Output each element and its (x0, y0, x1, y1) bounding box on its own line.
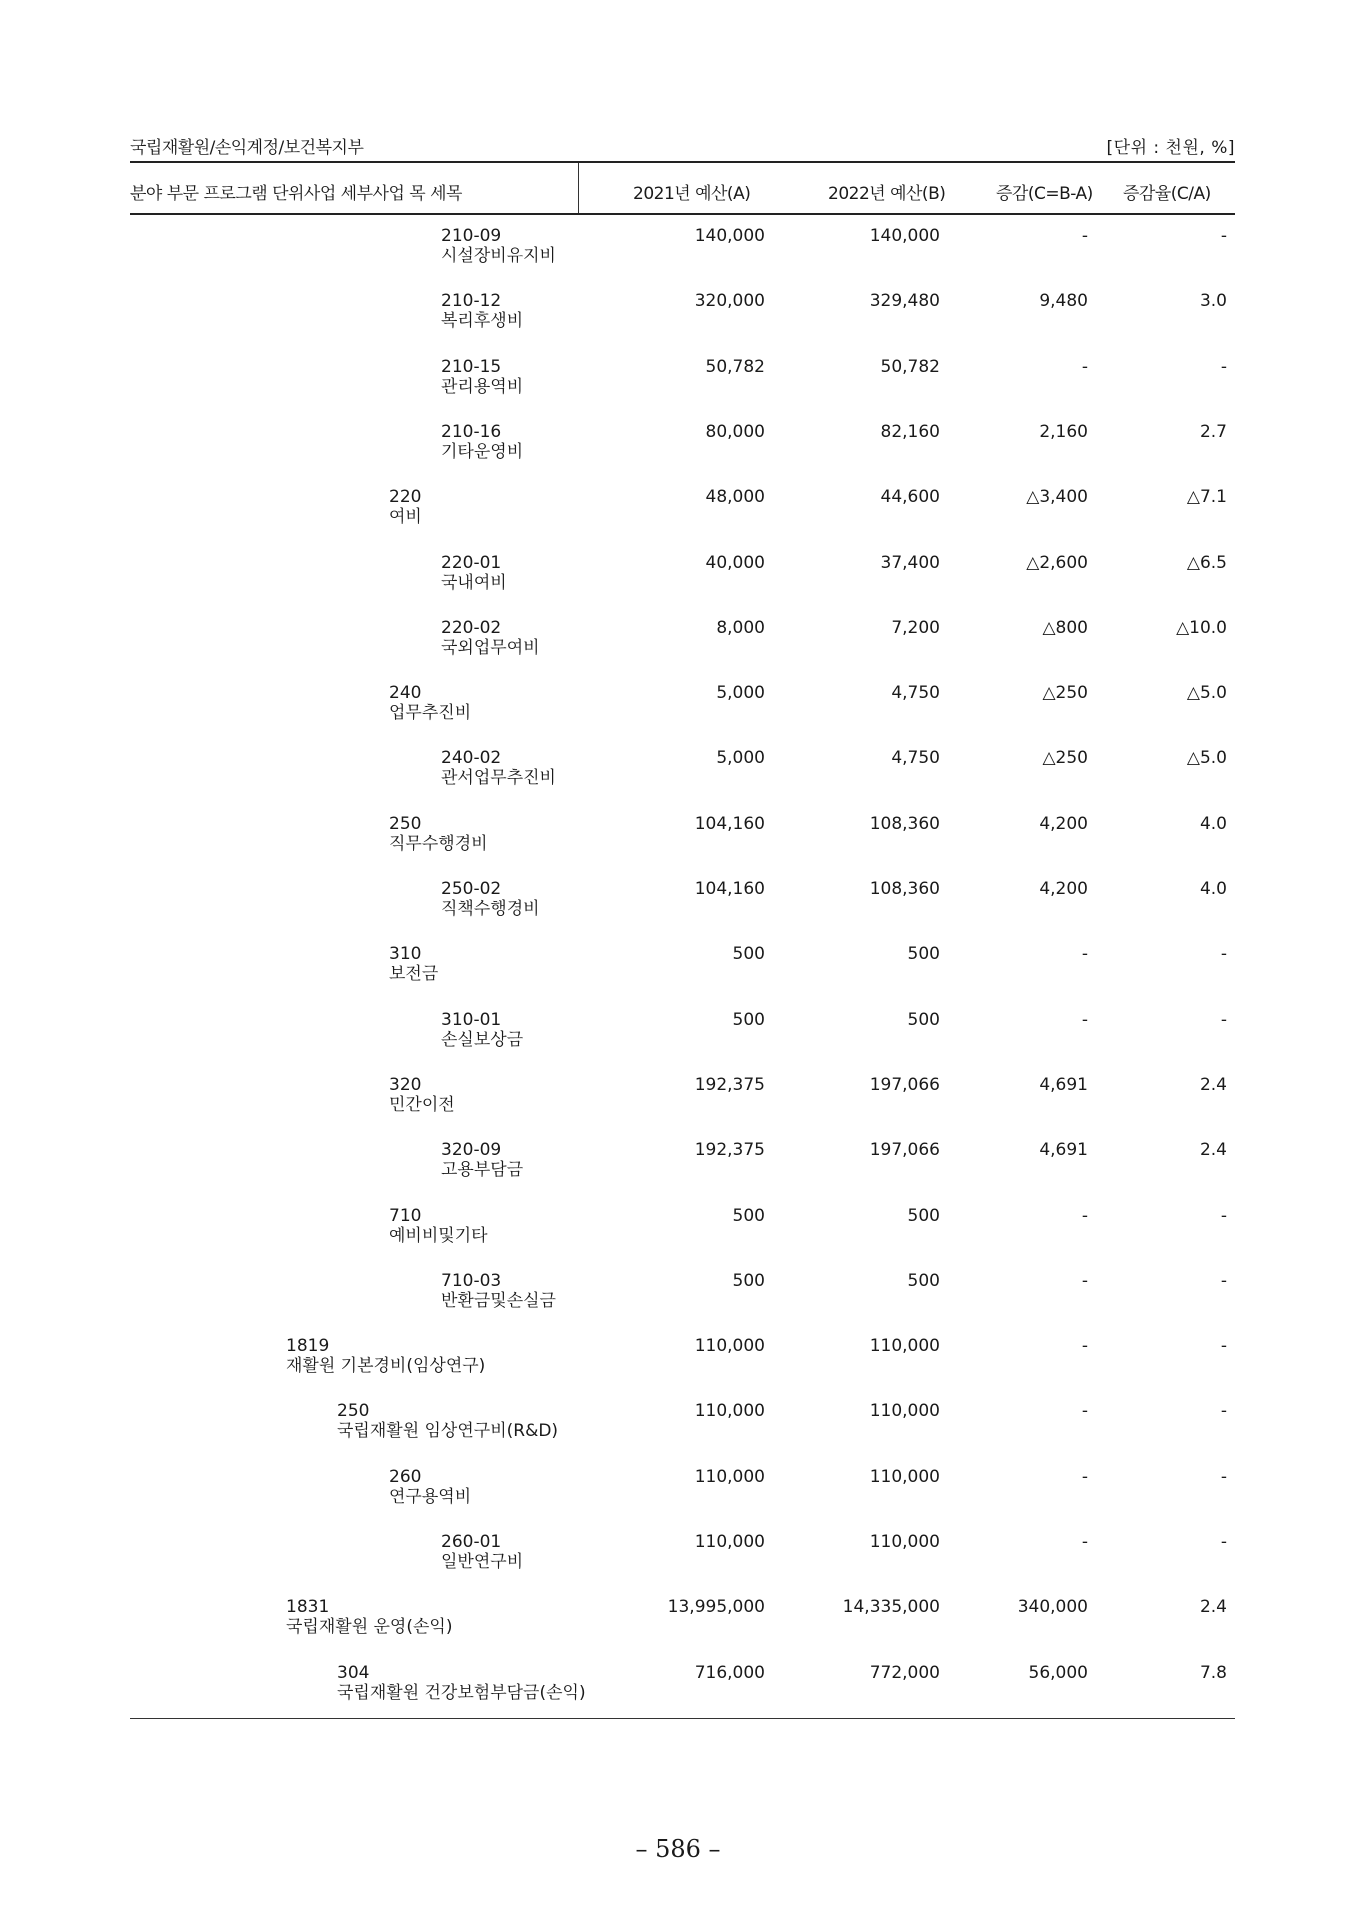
cell-budget-2022: 140,000 (869, 226, 940, 246)
cell-change-rate: - (1220, 1009, 1227, 1030)
cell-change-rate: △6.5 (1186, 552, 1227, 573)
column-divider (578, 163, 579, 213)
row-code: 210-16 (441, 421, 502, 442)
table-row (130, 944, 1235, 1000)
cell-budget-2022: 500 (907, 1009, 940, 1030)
cell-budget-2022: 7,200 (891, 617, 940, 638)
row-label (441, 1010, 523, 1050)
row-name: 복리후생비 (441, 311, 524, 332)
cell-change: △250 (1042, 683, 1088, 704)
row-name: 고용부담금 (441, 1160, 524, 1181)
row-label (286, 1336, 485, 1376)
cell-budget-2022: 50,782 (880, 356, 940, 377)
cell-change-rate: 2.4 (1199, 1597, 1227, 1618)
cell-change-rate: 4.0 (1199, 813, 1227, 834)
col-change-rate: 증감율(C/A) (1123, 184, 1211, 204)
cell-change: 9,480 (1039, 291, 1088, 312)
cell-budget-2022: 37,400 (880, 552, 940, 573)
row-name: 직책수행경비 (441, 899, 540, 919)
header-rule (130, 213, 1235, 215)
row-label (441, 1140, 523, 1180)
cell-change-rate: 2.4 (1199, 1074, 1227, 1095)
table-row (130, 1663, 1235, 1719)
cell-budget-2021: 50,782 (705, 356, 765, 377)
cell-change-rate: 4.0 (1199, 879, 1227, 899)
cell-budget-2021: 110,000 (694, 1401, 765, 1422)
cell-budget-2022: 110,000 (869, 1532, 940, 1552)
cell-change: - (1081, 1205, 1088, 1226)
cell-budget-2021: 500 (732, 1205, 765, 1226)
row-name: 국내여비 (441, 572, 507, 593)
row-label (389, 944, 438, 984)
row-code: 310 (389, 944, 422, 965)
cell-change-rate: - (1220, 226, 1227, 246)
cell-budget-2021: 8,000 (716, 617, 765, 638)
row-label (441, 291, 523, 331)
table-row (130, 1532, 1235, 1588)
row-code: 1831 (286, 1597, 330, 1618)
row-label (389, 1206, 488, 1246)
cell-change-rate: △10.0 (1176, 617, 1227, 638)
cell-budget-2021: 320,000 (694, 291, 765, 312)
cell-budget-2021: 500 (732, 944, 765, 965)
row-code: 250-02 (441, 879, 502, 899)
cell-budget-2021: 80,000 (705, 421, 765, 442)
cell-budget-2022: 4,750 (891, 683, 940, 704)
table-row (130, 1597, 1235, 1653)
row-name: 보전금 (389, 964, 439, 985)
row-code: 210-12 (441, 291, 502, 312)
bottom-rule (130, 1718, 1235, 1719)
cell-change-rate: △7.1 (1186, 487, 1227, 508)
cell-budget-2021: 140,000 (694, 226, 765, 246)
row-name: 국립재활원 운영(손익) (286, 1617, 453, 1638)
cell-change-rate: - (1220, 356, 1227, 377)
row-code: 220 (389, 487, 422, 508)
row-name: 기타운영비 (441, 441, 524, 462)
cell-budget-2021: 716,000 (694, 1662, 765, 1683)
cell-budget-2022: 110,000 (869, 1401, 940, 1422)
col-budget-2021: 2021년 예산(A) (633, 184, 751, 204)
cell-change-rate: 2.4 (1199, 1140, 1227, 1161)
cell-change-rate: △5.0 (1186, 683, 1227, 704)
row-label (441, 1532, 523, 1572)
cell-change: △250 (1042, 748, 1088, 769)
cell-change: - (1081, 944, 1088, 965)
row-code: 710-03 (441, 1270, 502, 1291)
table-row (130, 1075, 1235, 1131)
page-number: – 586 – (635, 1835, 721, 1863)
row-name: 연구용역비 (389, 1486, 472, 1507)
cell-change-rate: 2.7 (1199, 421, 1227, 442)
table-row (130, 618, 1235, 674)
cell-change: 4,200 (1039, 879, 1088, 899)
row-code: 240 (389, 683, 422, 704)
doc-header (130, 133, 1235, 157)
table-row (130, 879, 1235, 935)
table-row (130, 553, 1235, 609)
cell-change: 340,000 (1017, 1597, 1088, 1618)
table-row (130, 1206, 1235, 1262)
row-name: 국외업무여비 (441, 637, 540, 658)
cell-change: - (1081, 1532, 1088, 1552)
cell-budget-2022: 4,750 (891, 748, 940, 769)
row-label (441, 422, 523, 462)
cell-change-rate: - (1220, 1336, 1227, 1357)
table-row (130, 748, 1235, 804)
row-label (389, 683, 471, 723)
column-header (130, 163, 1235, 213)
row-label (441, 748, 556, 788)
table-row (130, 291, 1235, 347)
cell-budget-2022: 44,600 (880, 487, 940, 508)
cell-budget-2022: 197,066 (869, 1074, 940, 1095)
row-label (389, 814, 488, 854)
cell-change: △2,600 (1026, 552, 1088, 573)
table-row (130, 226, 1235, 282)
cell-budget-2022: 110,000 (869, 1336, 940, 1357)
row-code: 260-01 (441, 1532, 502, 1552)
row-name: 반환금및손실금 (441, 1290, 556, 1311)
cell-budget-2022: 197,066 (869, 1140, 940, 1161)
row-label (441, 357, 523, 397)
cell-budget-2022: 500 (907, 944, 940, 965)
row-label (337, 1401, 558, 1441)
table-row (130, 422, 1235, 478)
cell-change: 4,200 (1039, 813, 1088, 834)
cell-change: - (1081, 1270, 1088, 1291)
row-code: 304 (337, 1662, 370, 1683)
cell-change: - (1081, 1336, 1088, 1357)
cell-budget-2021: 5,000 (716, 748, 765, 769)
row-name: 업무추진비 (389, 703, 472, 724)
cell-budget-2021: 48,000 (705, 487, 765, 508)
cell-change-rate: - (1220, 1270, 1227, 1291)
row-name: 관리용역비 (441, 376, 524, 397)
row-label (389, 487, 422, 527)
col-budget-2022: 2022년 예산(B) (828, 184, 946, 204)
col-category: 분야 부문 프로그램 단위사업 세부사업 목 세목 (130, 184, 462, 204)
row-code: 1819 (286, 1336, 330, 1357)
row-label (441, 879, 540, 919)
cell-budget-2021: 110,000 (694, 1336, 765, 1357)
row-code: 320-09 (441, 1140, 502, 1161)
table-row (130, 1401, 1235, 1457)
unit-label: [단위 : 천원, %] (1106, 138, 1235, 158)
row-name: 손실보상금 (441, 1029, 524, 1050)
cell-budget-2022: 14,335,000 (842, 1597, 940, 1618)
cell-budget-2022: 500 (907, 1270, 940, 1291)
row-label (441, 553, 507, 593)
table-row (130, 487, 1235, 543)
cell-change: 4,691 (1039, 1140, 1088, 1161)
cell-budget-2021: 104,160 (694, 813, 765, 834)
cell-change: - (1081, 1401, 1088, 1422)
cell-change-rate: - (1220, 1205, 1227, 1226)
table-row (130, 1271, 1235, 1327)
cell-change: 4,691 (1039, 1074, 1088, 1095)
row-label (441, 618, 540, 658)
row-code: 240-02 (441, 748, 502, 769)
cell-change: 56,000 (1028, 1662, 1088, 1683)
row-label (389, 1467, 471, 1507)
row-label (441, 226, 556, 266)
cell-budget-2021: 192,375 (694, 1140, 765, 1161)
cell-budget-2022: 108,360 (869, 879, 940, 899)
row-code: 210-09 (441, 226, 502, 246)
cell-budget-2021: 40,000 (705, 552, 765, 573)
cell-change: △3,400 (1026, 487, 1088, 508)
cell-change: - (1081, 356, 1088, 377)
cell-budget-2021: 104,160 (694, 879, 765, 899)
row-code: 220-01 (441, 552, 502, 573)
cell-budget-2021: 192,375 (694, 1074, 765, 1095)
row-label (337, 1663, 586, 1703)
row-code: 310-01 (441, 1009, 502, 1030)
table-row (130, 683, 1235, 739)
table-row (130, 1467, 1235, 1523)
cell-budget-2022: 329,480 (869, 291, 940, 312)
row-name: 관서업무추진비 (441, 768, 556, 789)
table-row (130, 1336, 1235, 1392)
cell-change-rate: - (1220, 1401, 1227, 1422)
doc-title: 국립재활원/손익계정/보건복지부 (130, 138, 364, 158)
row-name: 예비비및기타 (389, 1225, 488, 1246)
cell-change: - (1081, 226, 1088, 246)
row-label (286, 1597, 452, 1637)
row-name: 국립재활원 건강보험부담금(손익) (337, 1682, 586, 1703)
cell-change-rate: 3.0 (1199, 291, 1227, 312)
cell-budget-2021: 500 (732, 1009, 765, 1030)
cell-budget-2021: 5,000 (716, 683, 765, 704)
cell-change-rate: - (1220, 944, 1227, 965)
cell-change: 2,160 (1039, 421, 1088, 442)
cell-change-rate: 7.8 (1199, 1662, 1227, 1683)
table-row (130, 814, 1235, 870)
row-name: 일반연구비 (441, 1552, 524, 1572)
table-row (130, 357, 1235, 413)
cell-change: - (1081, 1009, 1088, 1030)
row-name: 직무수행경비 (389, 833, 488, 854)
row-code: 250 (337, 1401, 370, 1422)
row-name: 민간이전 (389, 1094, 455, 1115)
cell-budget-2021: 13,995,000 (667, 1597, 765, 1618)
row-code: 320 (389, 1074, 422, 1095)
cell-change-rate: - (1220, 1466, 1227, 1487)
cell-budget-2021: 500 (732, 1270, 765, 1291)
cell-budget-2022: 500 (907, 1205, 940, 1226)
row-name: 국립재활원 임상연구비(R&D) (337, 1421, 559, 1442)
cell-budget-2021: 110,000 (694, 1466, 765, 1487)
row-label (389, 1075, 455, 1115)
row-name: 여비 (389, 507, 422, 528)
row-code: 260 (389, 1466, 422, 1487)
row-label (441, 1271, 556, 1311)
cell-budget-2022: 108,360 (869, 813, 940, 834)
cell-change-rate: △5.0 (1186, 748, 1227, 769)
row-name: 시설장비유지비 (441, 246, 556, 266)
cell-budget-2022: 82,160 (880, 421, 940, 442)
row-code: 210-15 (441, 356, 502, 377)
row-code: 710 (389, 1205, 422, 1226)
row-code: 220-02 (441, 617, 502, 638)
cell-budget-2022: 772,000 (869, 1662, 940, 1683)
cell-change-rate: - (1220, 1532, 1227, 1552)
table-row (130, 1010, 1235, 1066)
cell-budget-2021: 110,000 (694, 1532, 765, 1552)
cell-change: - (1081, 1466, 1088, 1487)
table-row (130, 1140, 1235, 1196)
row-code: 250 (389, 813, 422, 834)
cell-budget-2022: 110,000 (869, 1466, 940, 1487)
cell-change: △800 (1042, 617, 1088, 638)
row-name: 재활원 기본경비(임상연구) (286, 1356, 486, 1377)
col-change: 증감(C=B-A) (996, 184, 1093, 204)
